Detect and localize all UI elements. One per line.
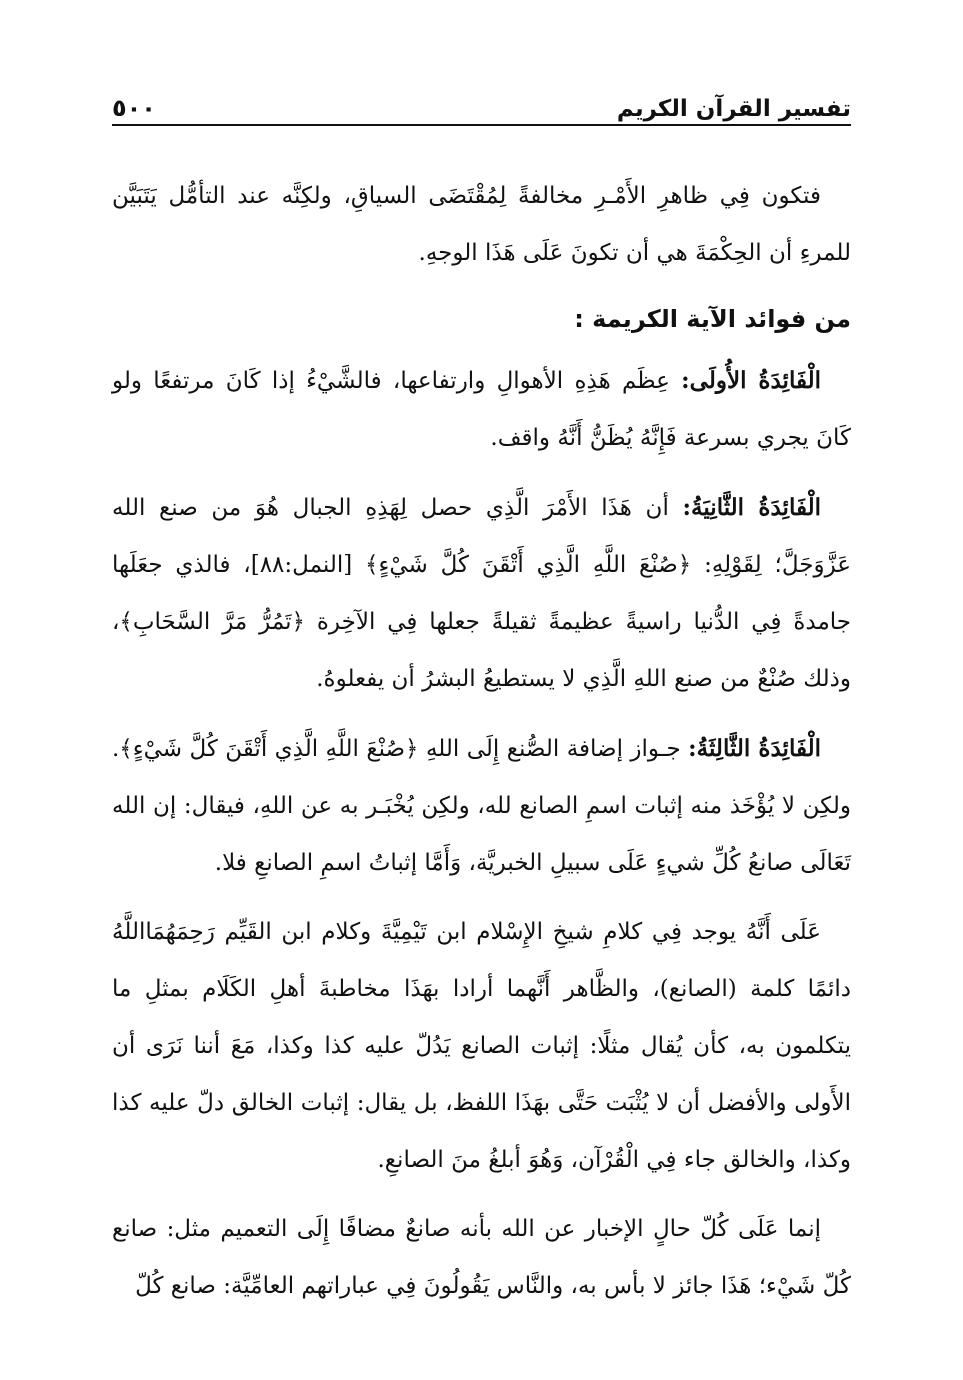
benefit-3 <box>112 720 851 892</box>
running-header <box>112 86 851 122</box>
benefit-1 <box>112 352 851 467</box>
page-number: ٥٠٠ <box>112 94 156 122</box>
benefit-2-label: الْفَائِدَةُ الثَّانِيَةُ: <box>682 494 821 521</box>
benefit-2-text: أن هَذَا الأَمْرَ الَّذِي حصل لِهَذِهِ الجبال هُوَ من صنع الله عَزَّوَجَلَّ؛ لِقَوْلِهِ: ﴿صُنْعَ اللَّهِ الَّذِي أَتْقَنَ كُلَّ شَيْءٍ﴾ [النمل:٨٨]، فالذي جعَلَها جامدةً فِي الدُّنيا راسيةً عظيمةً ثقيلةً جعلها فِي الآخِرة ﴿تَمُرُّ مَرَّ السَّحَابِ﴾، وذلك صُنْعٌ من صنع اللهِ الَّذِي لا يستطيعُ البشرُ أن يفعلوهُ. <box>112 495 851 692</box>
paragraph-sani-usage: إنما عَلَى كُلّ حالٍ الإخبار عن الله بأنه صانعٌ مضافًا إِلَى التعميم مثل: صانع كُلّ شَيْء؛ هَذَا جائز لا بأس به، والنَّاس يَقُولُونَ فِي عباراتهم العامِّيَّة: صانع كُلّ <box>112 1216 851 1299</box>
section-heading: من فوائد الآية الكريمة : <box>574 305 851 333</box>
book-title: تفسير القرآن الكريم <box>616 96 851 122</box>
paragraph-context: فتكون فِي ظاهرِ الأَمْـرِ مخالفةً لِمُقْتَضَى السياقِ، ولكِنَّه عند التأمُّل يَتَبَيَّن للمرءِ أن الحِكْمَةَ هي أن تكونَ عَلَى هَذَا الوجهِ. <box>112 183 851 266</box>
body-text <box>112 168 851 1327</box>
paragraph-sani-term: عَلَى أَنَّهُ يوجد فِي كلامِ شيخِ الإِسْلام ابن تَيْمِيَّةَ وكلام ابن القَيِّم رَحِمَهُمَااللَّهُ دائمًا كلمة (الصانع)، والظَّاهر أَنَّهما أرادا بهَذَا مخاطبةَ أهلِ الكَلَام بمثلِ ما يتكلمون به، كأن يُقال مثلًا: إثبات الصانع يَدُلّ عليه كذا وكذا، مَعَ أننا نَرَى أن الأَولى والأفضل أن لا يُثْبَت حَتَّى بهَذَا اللفظ، بل يقال: إثبات الخالق دلّ عليه كذا وكذا، والخالق جاء فِي الْقُرْآن، وَهُوَ أبلغُ منَ الصانعِ. <box>112 919 851 1173</box>
benefit-1-label: الْفَائِدَةُ الأُولَى: <box>681 367 821 394</box>
benefit-3-text: جـواز إضافة الصُّنع إِلَى اللهِ ﴿صُنْعَ اللَّهِ الَّذِي أَتْقَنَ كُلَّ شَيْءٍ﴾. ولكِن لا يُؤْخَذ منه إثبات اسمِ الصانع لله، ولكِن يُخْبَـر به عن اللهِ، فيقال: إن الله تَعَالَى صانعُ كُلِّ شيءٍ عَلَى سبيلِ الخبريَّة، وَأَمَّا إثباتُ اسمِ الصانعِ فلا. <box>112 736 851 876</box>
benefit-1-text: عِظَم هَذِهِ الأهوالِ وارتفاعها، فالشَّيْءُ إذا كَانَ مرتفعًا ولو كَانَ يجري بسرعة فَإِنَّهُ يُظَنُّ أَنَّهُ واقف. <box>112 368 851 451</box>
benefit-2 <box>112 479 851 708</box>
header-rule <box>112 124 851 126</box>
benefit-3-label: الْفَائِدَةُ الثَّالِثَةُ: <box>688 735 821 762</box>
